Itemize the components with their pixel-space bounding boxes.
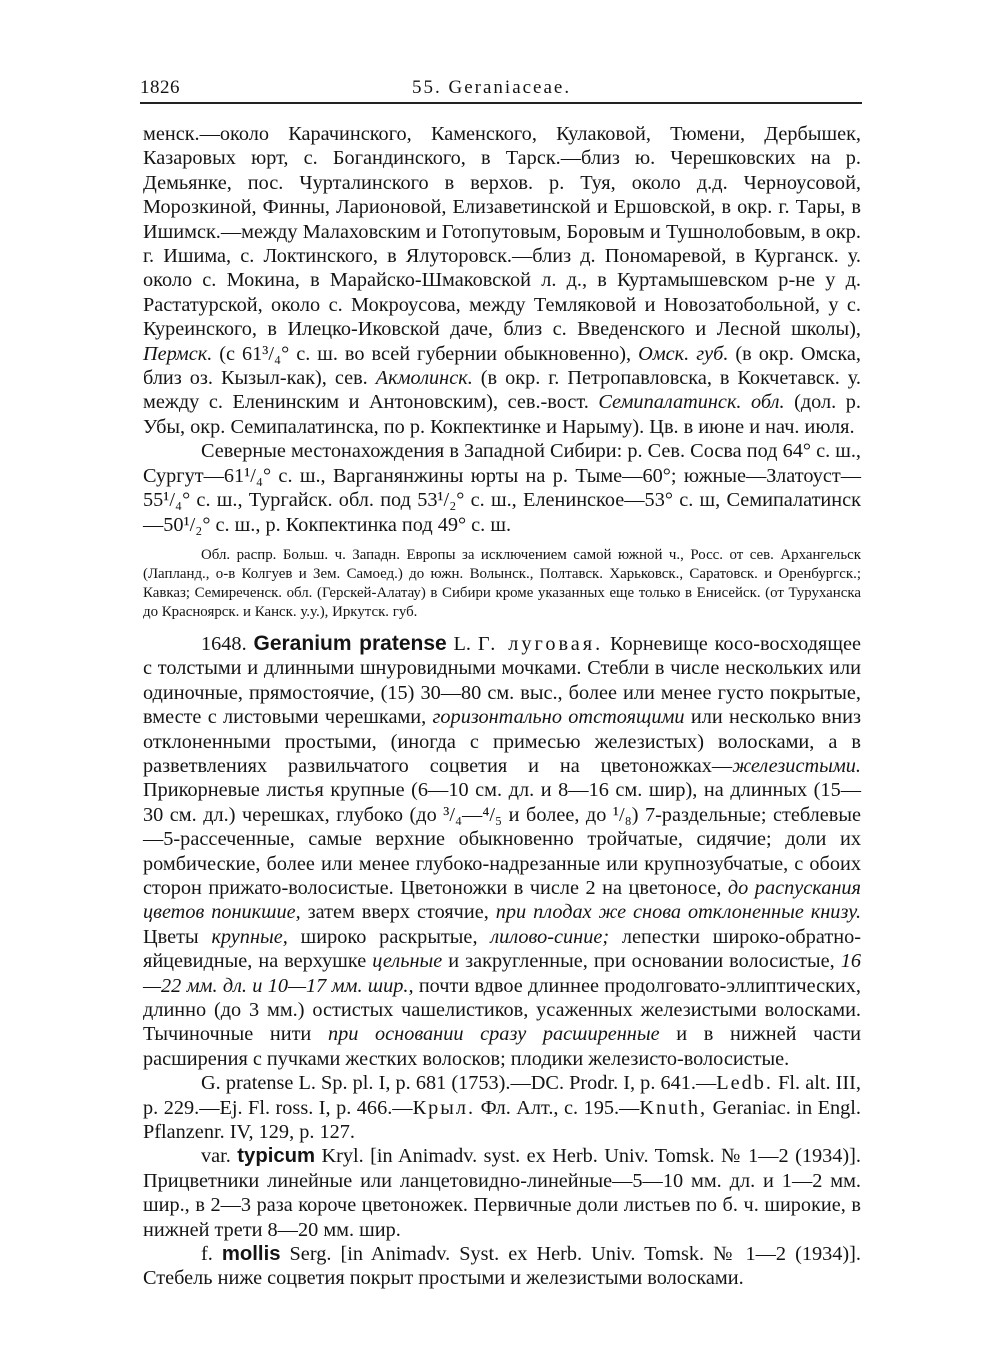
species-name: Geranium pratense xyxy=(253,631,447,655)
distribution-note: Обл. распр. Больш. ч. Западн. Европы за исключением самой южной ч., Росс. от сев. Архангельск (Лапланд., о-в Колгуев и Зем. Самоед.) до южн. Волынск., Полтавск. Харьковск., Саратовск. и Оренбургск.; Кавказ; Семиреченск. обл. (Герскей-Алатау) в Сибири кроме указанных еще только в Енисейск. (от Туруханска до Красноярск. и Канск. у.у.), Иркутск. губ. xyxy=(143,546,861,620)
omsk-label: Омск. губ. xyxy=(638,342,729,365)
description-part: Цветы xyxy=(143,925,199,948)
species-author: L. xyxy=(453,632,472,655)
reference-text: G. pratense L. Sp. pl. I, p. 681 (1753).—DC. Prodr. I, p. 641.— xyxy=(201,1072,717,1095)
northern-localities: Северные местонахождения в Западной Сибири: р. Сев. Сосва под 64° с. ш., Сургут—61¹/₄° с. ш., Варганянжины юрты на р. Тыме—60°; южные—Златоуст—55¹/₄° с. ш., Тургайск. обл. под 53¹/₂° с. ш., Еленинское—53° с. ш, Семипалатинск—50¹/₂° с. ш., р. Кокпектинка под 49° с. ш. xyxy=(143,440,861,536)
omsk-text: (в окр. Омска, близ оз. Кызыл-как), сев. xyxy=(143,342,862,390)
reference-author: Knuth, xyxy=(639,1096,708,1119)
forma-author: Serg. xyxy=(289,1243,332,1266)
reference-author: Ledb. xyxy=(716,1072,774,1095)
forma-name: mollis xyxy=(221,1243,281,1266)
description-italic: горизонтально отстоящими xyxy=(432,706,685,729)
continued-localities xyxy=(143,122,861,439)
forma-entry xyxy=(143,1242,861,1291)
semipalatinsk-text: (дол. р. Убы, окр. Семипалатинска, по р. Кокпектинке и Нарыму). Цв. в июне и нач. июля. xyxy=(143,391,861,438)
description-italic: лилово-синие; xyxy=(490,925,610,948)
reference-text: Fl. alt. III, p. 229.—Ej. Fl. ross. I, p. 466.— xyxy=(143,1072,861,1119)
perm-text: (с 61³/₄° с. ш. во всей губернии обыкновенно), xyxy=(219,342,632,365)
description-italic: крупные, xyxy=(211,925,288,948)
description-part: Корневище косо-восходящее с толстыми и длинными шнуровидными мочками. Стебли в числе нескольких или одиночные, прямостоячие, (15) 30—80 см. выс., более или менее густо покрытые, вместе с листовыми черешками, xyxy=(143,632,861,729)
akmolinsk-text: (в окр. г. Петропавловска, в Кокчетавск. у. между с. Еленинским и Антоновским), сев.-вост. xyxy=(143,367,861,414)
species-entry xyxy=(143,632,861,1071)
species-russian-name: Г. луговая. xyxy=(477,632,604,655)
akmolinsk-label: Акмолинск. xyxy=(375,367,473,390)
variety-entry xyxy=(143,1144,861,1242)
description-italic: цельные xyxy=(372,950,443,973)
description-part: и в нижней части расширения с пучками жестких волосков; плодики железисто-волосистые. xyxy=(143,1023,861,1070)
reference-text: Geraniac. in Engl. Pflanzenr. IV, 129, p. 127. xyxy=(143,1096,861,1144)
description-italic: 16—22 мм. дл. и 10—17 мм. шир., xyxy=(143,950,861,997)
description-italic: железистыми. xyxy=(732,754,861,777)
page-number: 1826 xyxy=(140,77,180,98)
forma-prefix: f. xyxy=(201,1243,213,1266)
perm-label: Пермск. xyxy=(143,342,213,365)
reference-text: Фл. Алт., с. 195.— xyxy=(480,1096,640,1119)
description-italic: до распускания цветов поникшие, xyxy=(143,876,861,924)
semipalatinsk-label: Семипалатинск. обл. xyxy=(598,391,785,414)
variety-name: typicum xyxy=(237,1145,316,1168)
running-title: 55. Geraniaceae. xyxy=(412,77,572,98)
page-header xyxy=(140,72,860,104)
species-number: 1648. xyxy=(201,632,247,655)
variety-text: [in Animadv. syst. ex Herb. Univ. Tomsk. № 1—2 (1934)]. Прицветники линейные или ланцетовидно-линейные—5—10 мм. дл. и 1—2 мм. шир., в 2—3 раза короче цветоножек. Первичные доли листьев по б. ч. широкие, в нижней трети 8—20 мм. шир. xyxy=(143,1145,861,1241)
forma-text: [in Animadv. Syst. ex Herb. Univ. Tomsk. № 1—2 (1934)]. Стебель ниже соцветия покрыт простыми и железистыми волосками. xyxy=(143,1243,861,1290)
description-part: лепестки широко-обратно-яйцевидные, на верхушке xyxy=(143,925,861,973)
reference-author: Крыл. xyxy=(412,1096,476,1119)
description-part: широко раскрытые, xyxy=(300,925,478,948)
body-text xyxy=(143,122,861,1291)
description-part: почти вдвое длиннее продолговато-эллиптических, длинно (до 3 мм.) остистых чашелистиков, усаженных железистыми волосками. Тычиночные нити xyxy=(143,974,861,1046)
localities-text: менск.—около Карачинского, Каменского, Кулаковой, Тюмени, Дербышек, Казаровых юрт, с. Богандинского, в Тарск.—близ ю. Черешковских на р. Демьянке, пос. Чурталинского в верхов. р. Туя, около д.д. Черноусовой, Морозкиной, Финны, Ларионовой, Елизаветинской и Ершовской, в окр. г. Тары, в Ишимск.—между Малаховским и Готопутовым, Боровым и Тушнолобовым, в окр. г. Ишима, с. Локтинского, в Ялуторовск.—близ д. Пономаревой, в Курганск. у. около с. Мокина, в Марайско-Шмаковской л. д., в Куртамышевском р-не у д. Растатурской, около с. Мокроусова, между Темляковой и Новозатобольной, у с. Куреинского, в Илецко-Иковской даче, близ с. Введенского и Лесной школы), xyxy=(143,123,861,341)
references xyxy=(143,1071,861,1144)
header-rule xyxy=(140,102,862,104)
description-italic: при плодах же снова отклоненные книзу. xyxy=(495,901,862,924)
variety-prefix: var. xyxy=(201,1145,231,1168)
description-part: затем вверх стоячие, xyxy=(307,901,489,924)
description-part: Прикорневые листья крупные (6—10 см. дл. и 8—16 см. шир), на длинных (15—30 см. дл.) черешках, глубоко (до ³/₄—⁴/₅ и более, до ¹/₈) 7-раздельные; стеблевые—5-рассеченные, самые верхние обыкновенно тройчатые, сидячие; доли их ромбические, более или менее глубоко-надрезанные или крупнозубчатые, с обоих сторон прижато-волосистые. Цветоножки в числе 2 на цветоносе, xyxy=(143,779,861,899)
description-part: или несколько вниз отклоненными простыми, (иногда с примесью железистых) волосками, а в разветвлениях развильчатого соцветия и на цветоножках— xyxy=(143,706,861,777)
description-italic: при основании сразу расширенные xyxy=(327,1023,660,1046)
variety-author: Kryl. xyxy=(321,1145,364,1168)
description-part: и закругленные, при основании волосистые, xyxy=(448,950,835,973)
